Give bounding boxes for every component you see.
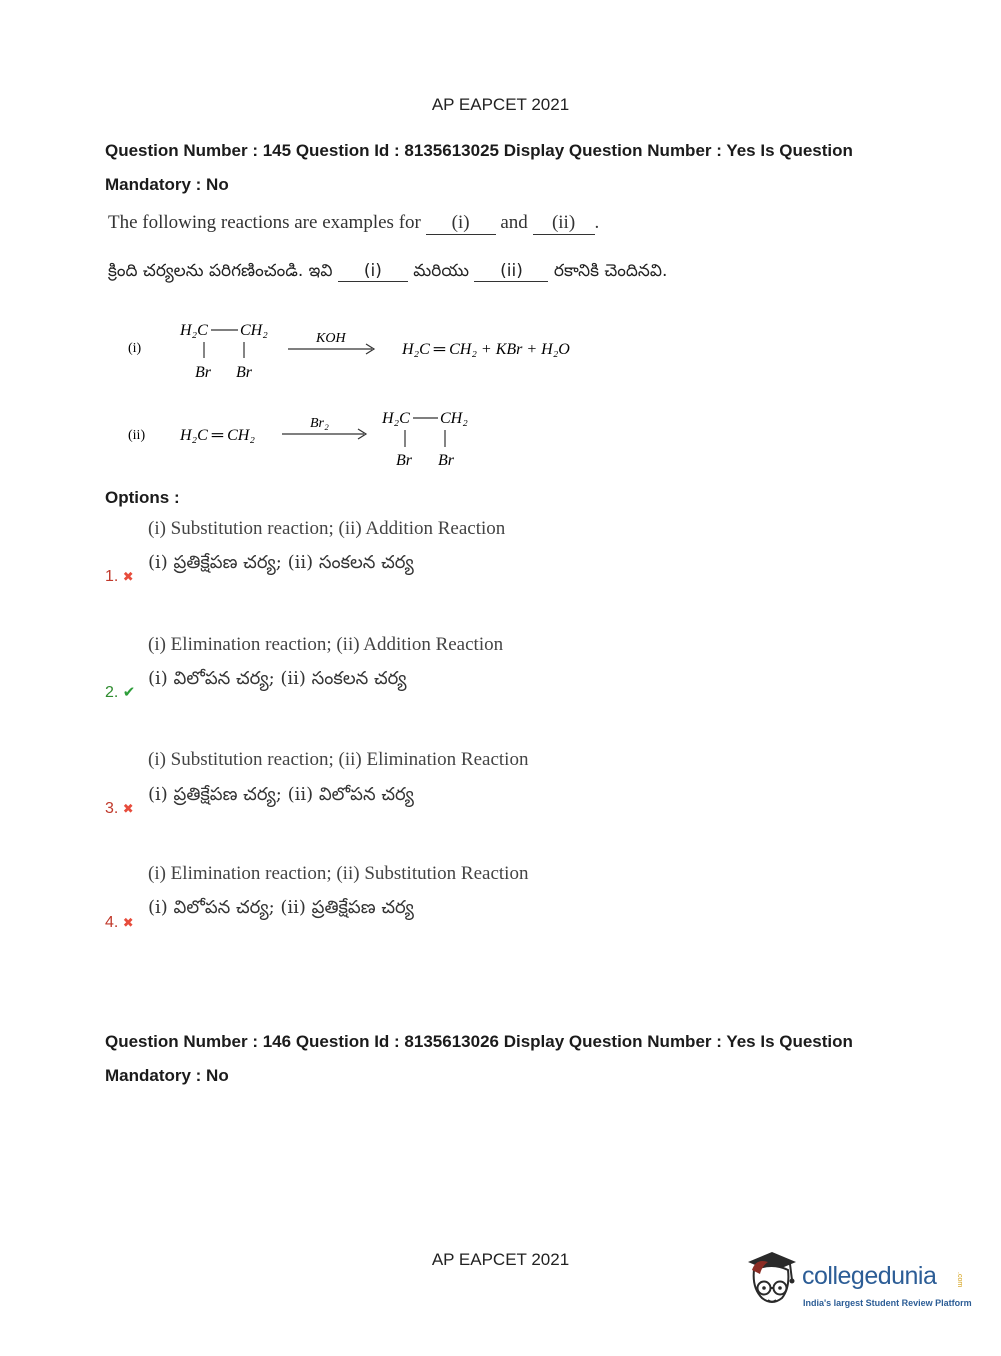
option-3-marker[interactable] (105, 800, 134, 818)
reaction-2 (128, 410, 468, 469)
reaction-1-reactant-right: CH₂ (240, 322, 268, 339)
reaction-2-label: (ii) (128, 428, 146, 443)
option-4-english: (i) Elimination reaction; (ii) Substitution Reaction (148, 863, 529, 884)
logo-brand-suffix: .com (956, 1272, 963, 1288)
reaction-2-reactant: H₂C ═ CH₂ (180, 427, 255, 444)
page-header-title: AP EAPCET 2021 (431, 95, 570, 114)
reaction-1-reactant-left: H₂C (180, 322, 208, 339)
option-4-telugu: (i) విలోపన చర్య; (ii) ప్రతిక్షేపణ చర్య (148, 897, 414, 918)
question-english-middle: and (500, 212, 528, 233)
question-english-suffix: . (594, 212, 600, 233)
question-telugu-prefix: క్రింది చర్యలను పరిగణించండి. ఇవి (108, 261, 333, 281)
option-3-english: (i) Substitution reaction; (ii) Elimination Reaction (148, 749, 529, 770)
option-2-marker[interactable] (105, 683, 135, 702)
logo-brand-text: collegedunia (802, 1262, 937, 1290)
correct-check-icon: ✔ (122, 684, 136, 701)
question-meta-line1: Question Number : 146 Question Id : 8135613026 Display Question Number : Yes Is Question (105, 1032, 853, 1051)
option-1-telugu: (i) ప్రతిక్షేపణ చర్య; (ii) సంకలన చర్య (148, 552, 414, 573)
question-meta-line2: Mandatory : No (105, 175, 229, 194)
blank-2: (ii) (533, 212, 595, 235)
option-1-marker[interactable] (105, 568, 134, 586)
option-3-number: 3. (105, 800, 119, 817)
option-4-number: 4. (105, 914, 119, 931)
mascot-icon (742, 1248, 802, 1314)
option-2-number: 2. (105, 684, 119, 701)
question-meta-line2: Mandatory : No (105, 1066, 229, 1085)
telugu-blank-2: (ii) (474, 261, 548, 282)
option-2-english: (i) Elimination reaction; (ii) Addition Reaction (148, 634, 504, 655)
reaction-1-sub-left: Br (195, 364, 211, 381)
collegedunia-logo[interactable] (742, 1248, 972, 1318)
options-label: Options : (105, 488, 180, 507)
question-telugu-middle: మరియు (413, 261, 470, 281)
reaction-1 (128, 322, 570, 381)
telugu-blank-1: (i) (338, 261, 408, 282)
reaction-2-product-left: H₂C (382, 410, 410, 427)
question-telugu-suffix: రకానికి చెందినవి. (553, 261, 668, 281)
question-meta-line1: Question Number : 145 Question Id : 8135613025 Display Question Number : Yes Is Question (105, 141, 853, 160)
option-1-number: 1. (105, 568, 119, 585)
reaction-2-sub-right: Br (438, 452, 454, 469)
reaction-2-product-right: CH₂ (440, 410, 468, 427)
logo-tagline: India's largest Student Review Platform (803, 1298, 972, 1308)
blank-1: (i) (426, 212, 496, 235)
reaction-2-sub-left: Br (396, 452, 412, 469)
reaction-1-product: H₂C ═ CH₂ + KBr + H₂O (402, 341, 570, 358)
reaction-1-label: (i) (128, 341, 142, 356)
option-4-marker[interactable] (105, 914, 134, 932)
reaction-2-reagent: Br₂ (310, 416, 329, 431)
wrong-mark-icon: ✖ (122, 569, 134, 584)
question-english-text (108, 212, 599, 235)
question-english-prefix: The following reactions are examples for (108, 212, 421, 233)
reaction-diagrams (110, 310, 630, 480)
reaction-1-reagent: KOH (316, 331, 346, 346)
option-2-telugu: (i) విలోపన చర్య; (ii) సంకలన చర్య (148, 668, 407, 689)
reaction-1-sub-right: Br (236, 364, 252, 381)
question-146-meta (105, 1025, 925, 1093)
wrong-mark-icon: ✖ (122, 915, 134, 930)
page-footer-title: AP EAPCET 2021 (431, 1250, 570, 1269)
question-145-meta (105, 134, 925, 202)
wrong-mark-icon: ✖ (122, 801, 134, 816)
option-3-telugu: (i) ప్రతిక్షేపణ చర్య; (ii) విలోపన చర్య (148, 784, 414, 805)
option-1-english: (i) Substitution reaction; (ii) Addition Reaction (148, 518, 506, 539)
question-telugu-text (108, 261, 667, 285)
